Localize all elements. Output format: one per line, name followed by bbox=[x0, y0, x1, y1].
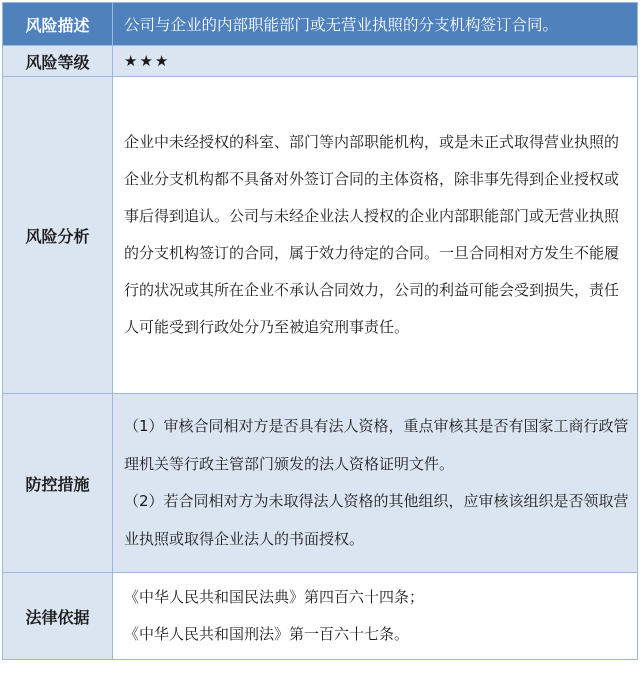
risk-analysis-text: 企业中未经授权的科室、部门等内部职能机构，或是未正式取得营业执照的企业分支机构都不具备对外签订合同的主体资格，除非事先得到企业授权或事后得到追认。公司与未经企业法人授权的企业内部职能部门或无营业执照的分支机构签订的合同，属于效力待定的合同。一旦合同相对方发生不能履行的状况或其所在企业不承认合同效力，公司的利益可能会受到损失，责任人可能受到行政处分乃至被追究刑事责任。 bbox=[113, 77, 638, 394]
risk-description-text: 公司与企业的内部职能部门或无营业执照的分支机构签订合同。 bbox=[113, 3, 638, 46]
prevention-content bbox=[113, 394, 638, 573]
legal-basis-content bbox=[113, 573, 638, 660]
row-risk-description bbox=[3, 3, 638, 46]
prevention-item-2: （2）若合同相对方为未取得法人资格的其他组织，应审核该组织是否领取营业执照或取得企业法人的书面授权。 bbox=[124, 492, 629, 548]
risk-table bbox=[2, 2, 638, 660]
row-prevention-measures bbox=[3, 394, 638, 573]
legal-basis-item-2: 《中华人民共和国刑法》第一百六十七条。 bbox=[124, 625, 410, 643]
risk-analysis-label: 风险分析 bbox=[3, 77, 113, 394]
risk-level-stars: ★★★ bbox=[113, 46, 638, 77]
legal-basis-item-1: 《中华人民共和国民法典》第四百六十四条； bbox=[124, 588, 425, 606]
prevention-label: 防控措施 bbox=[3, 394, 113, 573]
row-legal-basis bbox=[3, 573, 638, 660]
risk-description-label: 风险描述 bbox=[3, 3, 113, 46]
row-risk-level bbox=[3, 46, 638, 77]
prevention-item-1: （1）审核合同相对方是否具有法人资格，重点审核其是否有国家工商行政管理机关等行政主管部门颁发的法人资格证明文件。 bbox=[124, 417, 629, 473]
legal-basis-label: 法律依据 bbox=[3, 573, 113, 660]
risk-level-label: 风险等级 bbox=[3, 46, 113, 77]
row-risk-analysis bbox=[3, 77, 638, 394]
